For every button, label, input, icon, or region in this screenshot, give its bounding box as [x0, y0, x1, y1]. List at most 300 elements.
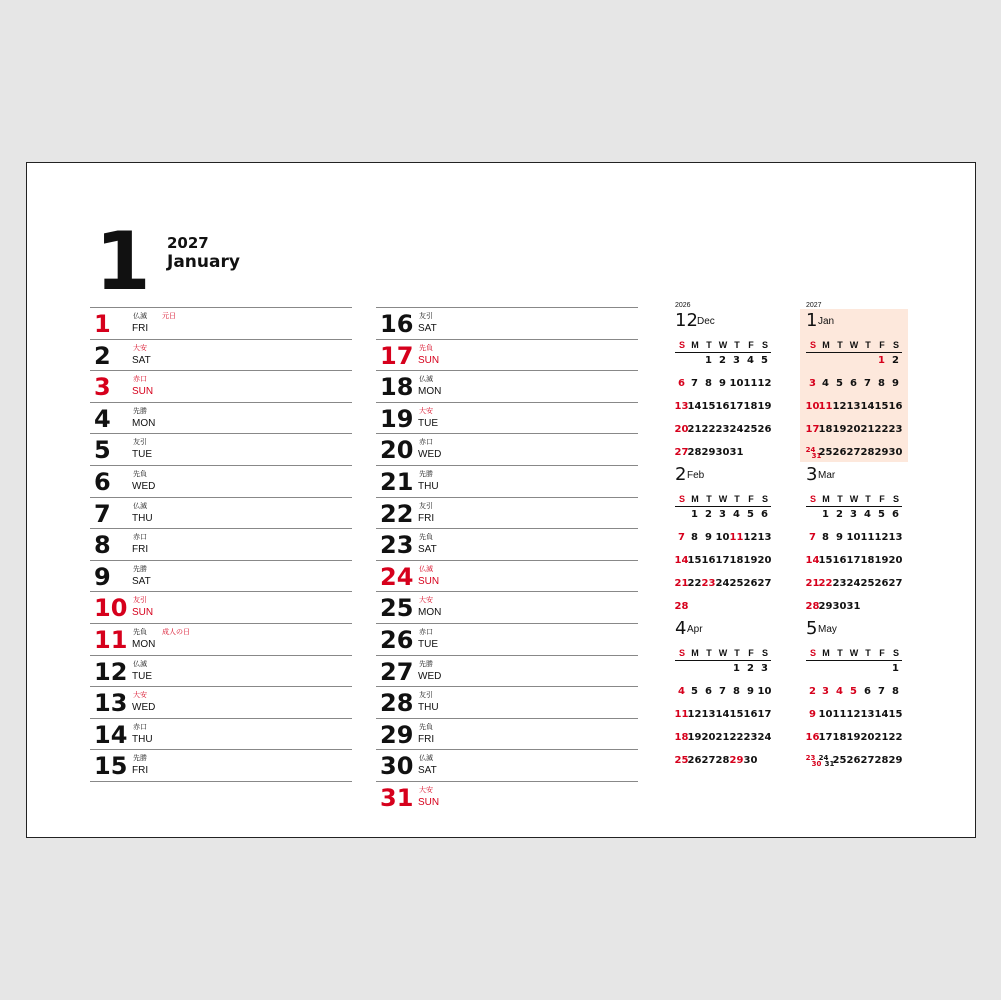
mini-date-cell: 16 [832, 555, 847, 566]
mini-date-cell: 17 [818, 732, 833, 743]
year-label: 2027 [167, 234, 209, 252]
mini-date-cell: 10 [818, 709, 833, 720]
weekday-label: SUN [132, 607, 154, 619]
mini-month-number: 5 [806, 618, 818, 639]
day-number: 8 [94, 531, 111, 560]
mini-date-cell: 17 [846, 555, 861, 566]
mini-date-cell: 5 [850, 686, 857, 697]
weekday-letter: T [706, 648, 712, 658]
mini-date-cell: 15 [874, 401, 889, 412]
mini-date-cell: 16 [743, 709, 758, 720]
mini-date-cell: 13 [860, 709, 875, 720]
weekday-label: SAT [132, 354, 151, 366]
mini-date-cell: 30 [715, 447, 730, 458]
mini-date-cell: 6 [850, 378, 857, 389]
weekday-label: TUE [132, 670, 152, 682]
mini-date-cell: 20 [860, 732, 875, 743]
weekday-label: SAT [418, 323, 437, 334]
mini-date-cell: 17 [757, 709, 772, 720]
mini-date-cell: 9 [719, 378, 726, 389]
weekday-letter: T [837, 494, 843, 504]
weekday-label: MON [132, 417, 156, 429]
day-row [90, 655, 352, 687]
mini-date-cell: 19 [687, 732, 702, 743]
mini-month-number: 12 [675, 310, 698, 331]
rokuyo-label: 友引 [133, 439, 147, 447]
mini-calendar-jan [805, 302, 914, 460]
mini-date-cell: 13 [674, 401, 689, 412]
weekday-label: FRI [418, 512, 435, 524]
rokuyo-label: 仏滅 [419, 376, 433, 384]
weekday-label: SAT [418, 765, 437, 777]
mini-month-number: 3 [806, 464, 818, 485]
mini-date-cell: 6 [761, 509, 768, 520]
mini-date-cell: 15 [701, 401, 716, 412]
rokuyo-label: 仏滅 [133, 502, 147, 510]
mini-date-cell: 18 [743, 401, 758, 412]
day-number: 23 [380, 531, 414, 560]
mini-date-cell: 21 [674, 578, 689, 589]
day-number: 6 [94, 467, 111, 496]
mini-date-cell: 13 [846, 401, 861, 412]
weekday-letter: S [892, 340, 899, 350]
mini-date-cell: 11 [729, 532, 744, 543]
weekday-letter: S [809, 494, 816, 504]
mini-date-cell: 15 [687, 555, 702, 566]
mini-date-cell: 26 [757, 424, 772, 435]
mini-date-cell: 21 [874, 732, 889, 743]
day-number: 31 [380, 783, 414, 812]
weekday-letter: F [748, 340, 754, 350]
mini-date-cell: 28 [715, 755, 730, 766]
weekday-letter: S [892, 648, 899, 658]
mini-weekday-header [675, 494, 771, 507]
mini-date-cell: 10 [729, 378, 744, 389]
day-number: 2 [94, 341, 111, 370]
day-number: 30 [380, 752, 414, 781]
day-number: 12 [94, 657, 128, 686]
mini-date-cell: 22 [729, 732, 744, 743]
day-row [90, 718, 352, 750]
weekday-letter: T [734, 340, 740, 350]
mini-date-cell: 10 [757, 686, 772, 697]
mini-date-cell: 29 [701, 447, 716, 458]
mini-date-cell: 24 [805, 446, 816, 454]
day-number: 5 [94, 436, 111, 465]
mini-date-cell: 13 [757, 532, 772, 543]
weekday-label: WED [418, 670, 442, 682]
mini-date-cell: 16 [805, 732, 820, 743]
mini-date-cell: 29 [818, 601, 833, 612]
weekday-letter: F [879, 494, 885, 504]
mini-date-cell: 4 [836, 686, 843, 697]
mini-date-cell: 27 [757, 578, 772, 589]
mini-date-cell: 11 [818, 401, 833, 412]
weekday-letter: F [879, 648, 885, 658]
weekday-letter: M [691, 648, 699, 658]
rokuyo-label: 先負 [133, 470, 147, 478]
mini-date-cell: 31 [811, 452, 822, 460]
mini-date-cell: 22 [874, 424, 889, 435]
mini-date-cell: 4 [864, 509, 871, 520]
mini-date-cell: 23 [701, 578, 716, 589]
mini-date-cell: 15 [888, 709, 903, 720]
mini-date-cell: 3 [719, 509, 726, 520]
day-number: 15 [94, 752, 128, 781]
mini-calendar-feb [675, 463, 783, 613]
mini-date-cell: 5 [761, 355, 768, 366]
mini-date-cell: 1 [878, 355, 885, 366]
rokuyo-label: 先負 [419, 723, 433, 731]
mini-date-cell: 11 [860, 532, 875, 543]
mini-date-cell: 14 [674, 555, 689, 566]
mini-date-cell: 13 [888, 532, 903, 543]
mini-date-cell: 19 [874, 555, 889, 566]
mini-date-cell: 18 [674, 732, 689, 743]
day-number: 22 [380, 499, 414, 528]
mini-date-cell: 9 [892, 378, 899, 389]
mini-weekday-header [806, 340, 902, 353]
mini-date-cell: 19 [757, 401, 772, 412]
mini-date-cell: 24 [715, 578, 730, 589]
day-number: 18 [380, 373, 414, 402]
mini-month-name: Dec [697, 316, 715, 327]
weekday-letter: W [849, 648, 859, 658]
mini-date-cell: 30 [811, 760, 822, 768]
mini-year: 2026 [675, 302, 691, 309]
rokuyo-label: 大安 [419, 786, 433, 794]
weekday-letter: M [822, 340, 830, 350]
mini-date-cell: 22 [701, 424, 716, 435]
mini-date-cell: 24 [818, 754, 829, 762]
day-number: 9 [94, 562, 111, 591]
day-row [90, 465, 352, 497]
mini-date-cell: 11 [674, 709, 689, 720]
mini-date-cell: 18 [860, 555, 875, 566]
day-row [376, 528, 638, 560]
day-row [90, 339, 352, 371]
mini-date-cell: 11 [832, 709, 847, 720]
day-row [376, 497, 638, 529]
mini-date-cell: 14 [805, 555, 820, 566]
mini-month-number: 1 [806, 310, 818, 331]
day-number: 24 [380, 562, 414, 591]
day-row [376, 402, 638, 434]
mini-date-cell: 20 [674, 424, 689, 435]
weekday-label: SUN [418, 575, 440, 587]
day-row [90, 370, 352, 402]
mini-date-cell: 15 [818, 555, 833, 566]
mini-date-cell: 22 [687, 578, 702, 589]
weekday-letter: M [822, 648, 830, 658]
mini-date-cell: 6 [864, 686, 871, 697]
mini-date-cell: 24 [757, 732, 772, 743]
mini-month-name: Apr [687, 624, 703, 635]
mini-date-cell: 4 [733, 509, 740, 520]
mini-date-cell: 12 [874, 532, 889, 543]
rokuyo-label: 先勝 [133, 755, 147, 763]
mini-date-cell: 21 [805, 578, 820, 589]
weekday-label: SAT [132, 575, 151, 587]
weekday-letter: W [718, 494, 728, 504]
rokuyo-label: 友引 [419, 692, 433, 700]
mini-calendar-apr [675, 617, 783, 767]
weekday-label: MON [418, 386, 442, 398]
weekday-letter: S [809, 340, 816, 350]
day-row [90, 402, 352, 434]
mini-date-cell: 5 [878, 509, 885, 520]
mini-month-name: Jan [818, 316, 835, 327]
rokuyo-label: 赤口 [133, 534, 147, 542]
mini-date-cell: 10 [846, 532, 861, 543]
mini-date-cell: 23 [888, 424, 903, 435]
weekday-label: THU [418, 702, 439, 714]
mini-date-cell: 31 [729, 447, 744, 458]
mini-month-name: May [818, 624, 837, 635]
weekday-letter: M [822, 494, 830, 504]
day-number: 11 [94, 625, 128, 654]
weekday-letter: W [849, 494, 859, 504]
day-number: 10 [94, 594, 128, 623]
weekday-letter: T [865, 648, 871, 658]
weekday-letter: S [678, 494, 685, 504]
mini-date-cell: 25 [818, 447, 833, 458]
mini-date-cell: 3 [809, 378, 816, 389]
weekday-letter: F [879, 340, 885, 350]
weekday-letter: W [718, 648, 728, 658]
mini-date-cell: 16 [888, 401, 903, 412]
mini-date-cell: 12 [757, 378, 772, 389]
rokuyo-label: 大安 [419, 597, 433, 605]
weekday-label: WED [132, 702, 156, 714]
holiday-label: 成人の日 [162, 628, 190, 636]
day-number: 1 [94, 310, 111, 338]
mini-date-cell: 27 [674, 447, 689, 458]
day-row [376, 749, 638, 782]
weekday-label: MON [132, 638, 156, 650]
rokuyo-label: 先負 [419, 344, 433, 352]
weekday-letter: M [691, 340, 699, 350]
rokuyo-label: 先負 [133, 628, 147, 636]
day-number: 7 [94, 499, 111, 528]
mini-date-cell: 28 [805, 601, 820, 612]
mini-date-cell: 9 [747, 686, 754, 697]
mini-date-cell: 29 [729, 755, 744, 766]
day-number: 25 [380, 594, 414, 623]
mini-date-cell: 23 [743, 732, 758, 743]
day-row [376, 782, 638, 813]
days-column-right [376, 307, 638, 813]
mini-date-cell: 14 [687, 401, 702, 412]
mini-date-cell: 25 [832, 755, 847, 766]
month-number: 1 [95, 215, 149, 308]
day-row [90, 307, 352, 339]
mini-date-cell: 25 [743, 424, 758, 435]
mini-date-cell: 18 [832, 732, 847, 743]
mini-date-cell: 28 [687, 447, 702, 458]
day-row [90, 497, 352, 529]
mini-date-cell: 13 [701, 709, 716, 720]
mini-date-cell: 24 [729, 424, 744, 435]
weekday-letter: S [761, 648, 768, 658]
weekday-letter: S [809, 648, 816, 658]
mini-date-cell: 8 [878, 378, 885, 389]
mini-date-cell: 27 [860, 755, 875, 766]
mini-date-cell: 11 [743, 378, 758, 389]
mini-date-cell: 9 [836, 532, 843, 543]
weekday-letter: S [761, 340, 768, 350]
day-row [90, 560, 352, 592]
day-row [376, 591, 638, 623]
day-row [90, 686, 352, 718]
day-row [90, 433, 352, 465]
mini-date-cell: 26 [743, 578, 758, 589]
mini-weekday-header [675, 648, 771, 661]
mini-date-cell: 6 [705, 686, 712, 697]
weekday-label: SAT [418, 544, 437, 556]
rokuyo-label: 大安 [133, 344, 147, 352]
mini-date-cell: 1 [705, 355, 712, 366]
mini-date-cell: 22 [818, 578, 833, 589]
month-name: January [167, 252, 240, 272]
mini-date-cell: 5 [691, 686, 698, 697]
mini-date-cell: 23 [715, 424, 730, 435]
mini-date-cell: 17 [715, 555, 730, 566]
weekday-label: WED [132, 480, 156, 492]
day-number: 27 [380, 657, 414, 686]
day-number: 28 [380, 689, 414, 718]
weekday-letter: W [718, 340, 728, 350]
day-number: 21 [380, 467, 414, 496]
mini-date-cell: 12 [846, 709, 861, 720]
mini-date-cell: 6 [678, 378, 685, 389]
rokuyo-label: 仏滅 [419, 755, 433, 763]
mini-date-cell: 27 [701, 755, 716, 766]
day-row [376, 718, 638, 750]
mini-date-cell: 25 [860, 578, 875, 589]
mini-date-cell: 17 [805, 424, 820, 435]
mini-month-name: Feb [687, 470, 705, 481]
day-number: 13 [94, 689, 128, 718]
weekday-label: FRI [132, 323, 149, 334]
weekday-letter: F [748, 494, 754, 504]
mini-date-cell: 7 [809, 532, 816, 543]
weekday-letter: T [837, 648, 843, 658]
days-column-left [90, 307, 352, 782]
mini-date-cell: 10 [715, 532, 730, 543]
weekday-letter: S [892, 494, 899, 504]
mini-date-cell: 4 [822, 378, 829, 389]
mini-date-cell: 1 [691, 509, 698, 520]
day-row [90, 749, 352, 782]
mini-date-cell: 16 [715, 401, 730, 412]
mini-date-cell: 3 [822, 686, 829, 697]
weekday-label: THU [132, 512, 153, 524]
mini-date-cell: 4 [747, 355, 754, 366]
day-row [376, 339, 638, 371]
mini-date-cell: 26 [687, 755, 702, 766]
mini-date-cell: 3 [761, 663, 768, 674]
mini-calendar-dec [674, 302, 783, 459]
rokuyo-label: 先勝 [419, 660, 433, 668]
mini-date-cell: 2 [719, 355, 726, 366]
holiday-label: 元日 [162, 313, 176, 320]
mini-date-cell: 26 [846, 755, 861, 766]
day-row [376, 465, 638, 497]
weekday-label: SUN [418, 796, 440, 808]
mini-date-cell: 9 [809, 709, 816, 720]
mini-date-cell: 22 [888, 732, 903, 743]
mini-date-cell: 9 [705, 532, 712, 543]
mini-date-cell: 23 [832, 578, 847, 589]
mini-date-cell: 12 [687, 709, 702, 720]
mini-calendar-may [806, 617, 914, 767]
day-row [376, 655, 638, 687]
day-number: 3 [94, 373, 111, 402]
weekday-label: SUN [132, 386, 154, 398]
mini-date-cell: 20 [888, 555, 903, 566]
rokuyo-label: 友引 [419, 313, 433, 320]
mini-date-cell: 18 [818, 424, 833, 435]
day-row [376, 623, 638, 655]
weekday-label: MON [418, 607, 442, 619]
mini-date-cell: 7 [719, 686, 726, 697]
rokuyo-label: 先勝 [419, 470, 433, 478]
weekday-label: THU [132, 733, 153, 745]
rokuyo-label: 大安 [419, 407, 433, 415]
weekday-letter: W [849, 340, 859, 350]
mini-date-cell: 2 [836, 509, 843, 520]
mini-date-cell: 19 [743, 555, 758, 566]
mini-date-cell: 12 [832, 401, 847, 412]
weekday-label: THU [418, 480, 439, 492]
mini-weekday-header [806, 648, 902, 661]
weekday-label: WED [418, 449, 442, 461]
mini-date-cell: 3 [733, 355, 740, 366]
mini-date-cell: 28 [874, 755, 889, 766]
weekday-label: FRI [418, 733, 435, 745]
day-row [90, 623, 352, 655]
weekday-letter: T [706, 494, 712, 504]
day-row [376, 307, 638, 339]
day-number: 14 [94, 720, 128, 749]
rokuyo-label: 友引 [419, 502, 433, 510]
weekday-label: FRI [132, 544, 149, 556]
mini-weekday-header [806, 494, 902, 507]
weekday-label: SUN [418, 354, 440, 366]
rokuyo-label: 仏滅 [419, 565, 433, 573]
mini-date-cell: 30 [743, 755, 758, 766]
weekday-letter: S [678, 648, 685, 658]
mini-date-cell: 6 [892, 509, 899, 520]
mini-date-cell: 14 [860, 401, 875, 412]
mini-date-cell: 8 [822, 532, 829, 543]
day-row [376, 686, 638, 718]
mini-date-cell: 10 [805, 401, 820, 412]
mini-date-cell: 31 [824, 760, 835, 768]
mini-date-cell: 2 [705, 509, 712, 520]
mini-date-cell: 21 [860, 424, 875, 435]
mini-date-cell: 14 [715, 709, 730, 720]
rokuyo-label: 大安 [133, 692, 147, 700]
mini-weekday-header [675, 340, 771, 353]
mini-date-cell: 8 [705, 378, 712, 389]
day-row [376, 433, 638, 465]
mini-date-cell: 5 [836, 378, 843, 389]
rokuyo-label: 友引 [133, 597, 147, 605]
mini-date-cell: 2 [809, 686, 816, 697]
mini-date-cell: 25 [729, 578, 744, 589]
